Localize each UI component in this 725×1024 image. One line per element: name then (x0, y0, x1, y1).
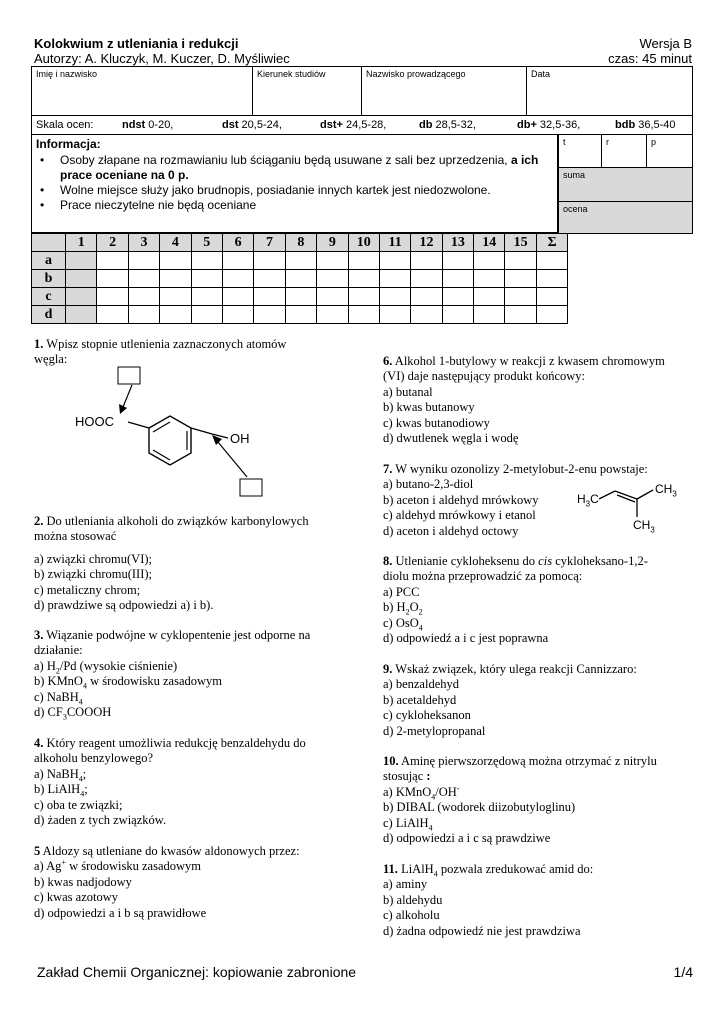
answer-cell[interactable] (222, 306, 253, 324)
answer-option[interactable]: c) OsO$_4$ (383, 615, 423, 633)
grid-col-header: 15 (505, 234, 536, 252)
field-label: Kierunek studiów (257, 69, 326, 79)
answer-cell[interactable] (536, 306, 567, 324)
scale-range: 32,5-36, (536, 119, 581, 131)
answer-cell[interactable] (474, 306, 505, 324)
grid-row-header: b (32, 270, 66, 288)
scale-range: 0-20, (145, 119, 174, 131)
answer-cell[interactable] (128, 252, 159, 270)
answer-option[interactable]: d) dwutlenek węgla i wodę (383, 431, 519, 446)
name-label: Imię i nazwisko (36, 69, 98, 79)
answer-cell[interactable] (411, 252, 442, 270)
answer-cell[interactable] (505, 270, 536, 288)
info-item: • Wolne miejsce służy jako brudnopis, posiadanie innych kartek jest niedozwolone. (36, 183, 553, 198)
answer-box-bottom (240, 479, 262, 496)
answer-cell[interactable] (285, 270, 316, 288)
question-6: 6. Alkohol 1-butylowy w reakcji z kwasem chromowym (VI) daje następujący produkt końcowy: a) butanal b) kwas butanowy c) kwas butanodiowy d) dwutlenek węgla i wodę (383, 354, 665, 446)
answer-option[interactable]: a) aminy (383, 877, 428, 892)
answer-cell[interactable] (379, 270, 410, 288)
score-box (558, 135, 693, 234)
answer-cell[interactable] (128, 288, 159, 306)
scale-grade: dst (222, 119, 239, 131)
grid-row-header: c (32, 288, 66, 306)
answer-cell[interactable] (160, 306, 191, 324)
answer-cell[interactable] (160, 270, 191, 288)
answer-option[interactable]: d) aceton i aldehyd octowy (383, 523, 519, 538)
answer-cell[interactable] (285, 288, 316, 306)
answer-cell[interactable] (442, 252, 473, 270)
answer-cell[interactable] (536, 252, 567, 270)
benzoic-acid-structure (60, 365, 280, 505)
question-11: 11. LiAlH$_4$ pozwala zredukować amid do: a) aminy b) aldehydu c) alkoholu d) żadna odpowiedź nie jest prawdziwa (383, 862, 594, 938)
answer-option[interactable]: b) KMnO$_4$ w środowisku zasadowym (34, 674, 223, 691)
answer-cell[interactable] (160, 288, 191, 306)
t-cell[interactable] (559, 135, 602, 167)
grid-col-header: 12 (411, 234, 442, 252)
answer-cell[interactable] (222, 252, 253, 270)
answer-option[interactable]: c) alkoholu (383, 908, 440, 923)
answer-option[interactable]: d) żaden z tych związków. (34, 813, 167, 828)
grid-col-header: 6 (222, 234, 253, 252)
grid-col-header: 8 (285, 234, 316, 252)
answer-cell[interactable] (411, 288, 442, 306)
answer-option[interactable]: c) cykloheksanon (383, 708, 471, 723)
h3c-label: $H_3C$ (577, 492, 599, 509)
answer-option[interactable]: b) kwas nadjodowy (34, 874, 132, 889)
answer-cell[interactable] (442, 270, 473, 288)
grid-col-header: 1 (66, 234, 97, 252)
answer-option[interactable]: a) Ag+ w środowisku zasadowym (34, 858, 202, 874)
answer-cell[interactable] (317, 252, 348, 270)
answer-option[interactable]: a) $H_2/Pd$ (wysokie ciśnienie) (34, 658, 178, 676)
answer-cell[interactable] (191, 288, 222, 306)
question-3: 3. Wiązanie podwójne w cyklopentenie jest odporne na działanie: a) $H_2/Pd$ (wysokie ciśnienie) b) KMnO$_4$ w środowisku zasadowym c) NaBH$_4$ d) $CF_3COOOH$ (34, 628, 311, 722)
answer-option[interactable]: b) kwas butanowy (383, 400, 475, 415)
exam-version: Wersja B (639, 36, 692, 51)
answer-cell[interactable] (128, 306, 159, 324)
grid-col-header: 10 (348, 234, 379, 252)
date-cell[interactable] (527, 67, 693, 116)
answer-cell[interactable] (128, 270, 159, 288)
scale-grade: bdb (615, 119, 636, 131)
grid-col-header: 5 (191, 234, 222, 252)
grid-col-header: 4 (160, 234, 191, 252)
answer-option[interactable]: c) metaliczny chrom; (34, 582, 141, 597)
info-item: • Osoby złapane na rozmawianiu lub ściąganiu będą usuwane z sali bez uprzedzenia, a ich prace oceniane na 0 p. (36, 153, 553, 183)
scale-range: 20,5-24, (238, 119, 282, 131)
answer-option[interactable]: d) $CF_3COOOH$ (34, 705, 112, 722)
answer-cell[interactable] (411, 306, 442, 324)
question-2: 2. Do utleniania alkoholi do związków karbonylowych można stosować a) związki chromu(VI); b) związki chromu(III); c) metaliczny chrom; d) prawdziwe są odpowiedzi a) i b). (34, 514, 309, 613)
answer-cell[interactable] (317, 306, 348, 324)
answer-cell[interactable] (254, 288, 285, 306)
grid-col-header: Σ (536, 234, 567, 252)
answer-option[interactable]: a) benzaldehyd (383, 677, 460, 692)
footer-text: Zakład Chemii Organicznej: kopiowanie zabronione (37, 964, 357, 980)
information-box (31, 135, 558, 233)
grid-corner (32, 234, 66, 252)
grid-col-header: 2 (97, 234, 128, 252)
answer-option[interactable]: c) oba te związki; (34, 797, 123, 812)
answer-option[interactable]: a) butanal (383, 384, 433, 399)
p-label: p (651, 137, 657, 147)
answer-option[interactable]: a) KMnO$_4$/OH- (383, 783, 460, 802)
scale-grade: dst+ (320, 119, 343, 131)
oh-label: OH (230, 431, 250, 446)
info-item: • Prace nieczytelne nie będą oceniane (36, 198, 553, 213)
answer-option[interactable]: d) żadna odpowiedź nie jest prawdziwa (383, 923, 581, 938)
answer-cell[interactable] (505, 306, 536, 324)
r-cell[interactable] (602, 135, 647, 167)
answer-cell[interactable] (222, 270, 253, 288)
date-label: Data (531, 69, 551, 79)
answer-option[interactable]: c) NaBH$_4$ (34, 689, 83, 707)
answer-option[interactable]: b) aldehydu (383, 892, 443, 907)
grid-col-header: 11 (379, 234, 410, 252)
answer-cell[interactable] (348, 288, 379, 306)
t-label: t (563, 137, 566, 147)
exam-title: Kolokwium z utleniania i redukcji (34, 36, 239, 51)
answer-cell[interactable] (348, 306, 379, 324)
answer-cell[interactable] (191, 252, 222, 270)
answer-cell[interactable] (442, 288, 473, 306)
exam-time: czas: 45 minut (608, 51, 692, 66)
scale-range: 28,5-32, (432, 119, 476, 131)
grid-col-header: 3 (128, 234, 159, 252)
grid-col-header: 14 (474, 234, 505, 252)
grid-col-header: 13 (442, 234, 473, 252)
page-number: 1/4 (673, 964, 693, 980)
answer-cell[interactable] (379, 306, 410, 324)
answer-cell[interactable] (97, 252, 128, 270)
answer-cell[interactable] (317, 270, 348, 288)
scale-grade: ndst (122, 119, 146, 131)
answer-cell[interactable] (379, 252, 410, 270)
answer-option[interactable]: c) aldehyd mrówkowy i etanol (383, 508, 536, 523)
grade-cell[interactable] (559, 201, 693, 233)
answer-cell[interactable] (411, 270, 442, 288)
grading-scale (32, 116, 693, 135)
answer-cell[interactable] (536, 270, 567, 288)
answer-option[interactable]: a) NaBH$_4$; (34, 766, 87, 784)
answer-cell[interactable] (285, 306, 316, 324)
answer-grid (31, 233, 568, 324)
answer-cell[interactable] (317, 288, 348, 306)
question-4: 4. Który reagent umożliwia redukcję benzaldehydu do alkoholu benzylowego? a) NaBH$_4$; b) LiAlH$_4$; c) oba te związki; d) żaden z tych związków. (34, 736, 306, 828)
answer-option[interactable]: b) $H_2O_2$ (383, 600, 423, 617)
question-9: 9. Wskaż związek, który ulega reakcji Cannizzaro: a) benzaldehyd b) acetaldehyd c) cykloheksanon d) 2-metylopropanal (383, 662, 637, 738)
grid-col-header: 9 (317, 234, 348, 252)
answer-option[interactable]: b) DIBAL (wodorek diizobutyloglinu) (383, 800, 576, 815)
answer-option[interactable]: b) LiAlH$_4$; (34, 782, 88, 799)
answer-cell[interactable] (97, 306, 128, 324)
scale-range: 36,5-40 (635, 119, 676, 131)
grid-col-header: 7 (254, 234, 285, 252)
answer-cell[interactable] (191, 306, 222, 324)
answer-option[interactable]: d) prawdziwe są odpowiedzi a) i b). (34, 598, 214, 613)
answer-cell[interactable] (97, 270, 128, 288)
answer-option[interactable]: a) PCC (383, 584, 420, 599)
answer-cell[interactable] (536, 288, 567, 306)
teacher-cell[interactable] (362, 67, 527, 116)
r-label: r (606, 137, 609, 147)
teacher-label: Nazwisko prowadzącego (366, 69, 466, 79)
scale-range: 24,5-28, (342, 119, 387, 131)
answer-option[interactable]: c) kwas butanodiowy (383, 415, 490, 430)
answer-option[interactable]: b) związki chromu(III); (34, 567, 152, 582)
answer-option[interactable]: b) acetaldehyd (383, 692, 457, 707)
methylbutene-structure (577, 480, 687, 538)
grid-row-header: a (32, 252, 66, 270)
answer-cell[interactable] (222, 288, 253, 306)
answer-option[interactable]: c) LiAlH$_4$ (383, 815, 433, 833)
question-10: 10. Aminę pierwszorzędową można otrzymać z nitrylu stosując : a) KMnO$_4$/OH- b) DIBAL (wodorek diizobutyloglinu) c) LiAlH$_4$ d) odpowiedzi a i c są prawdziwe (383, 754, 657, 846)
exam-authors: Autorzy: A. Kluczyk, M. Kuczer, D. Myśliwiec (34, 51, 290, 66)
answer-cell[interactable] (254, 252, 285, 270)
scale-grade: db (419, 119, 433, 131)
name-cell[interactable] (32, 67, 253, 116)
answer-cell[interactable] (379, 288, 410, 306)
grade-label: ocena (563, 203, 588, 214)
ch3-label-top: $CH_3$ (655, 482, 677, 499)
question-8: 8. Utlenianie cykloheksenu do cis cykloheksano-1,2- diolu można przeprowadzić za pomocą: a) PCC b) $H_2O_2$ c) OsO$_4$ d) odpowiedź a i c jest poprawna (383, 554, 648, 646)
answer-option[interactable]: c) kwas azotowy (34, 890, 118, 905)
answer-option[interactable]: a) butano-2,3-diol (383, 477, 474, 492)
hooc-label: HOOC (75, 414, 114, 429)
sum-label: suma (563, 169, 586, 180)
question-1: 1. Wpisz stopnie utlenienia zaznaczonych atomów węgla: (34, 337, 287, 367)
answer-box-top (118, 367, 140, 384)
p-cell[interactable] (647, 135, 693, 167)
field-cell[interactable] (253, 67, 362, 116)
answer-cell[interactable] (442, 306, 473, 324)
ch3-label-bottom: $CH_3$ (633, 518, 655, 535)
answer-option[interactable]: b) aceton i aldehyd mrówkowy (383, 492, 539, 507)
answer-option[interactable]: d) 2-metylopropanal (383, 723, 486, 738)
answer-option[interactable]: a) związki chromu(VI); (34, 551, 152, 566)
question-7: 7. W wyniku ozonolizy 2-metylobut-2-enu powstaje: a) butano-2,3-diol b) aceton i aldehyd mrówkowy c) aldehyd mrówkowy i etanol d) aceton i aldehyd octowy (383, 462, 648, 538)
scale-grade: db+ (517, 119, 537, 131)
answer-cell[interactable] (160, 252, 191, 270)
student-info-form (31, 66, 693, 135)
grid-row-header: d (32, 306, 66, 324)
answer-cell[interactable] (505, 252, 536, 270)
answer-cell[interactable] (348, 270, 379, 288)
answer-cell[interactable] (348, 252, 379, 270)
answer-cell[interactable] (254, 306, 285, 324)
answer-cell[interactable] (474, 252, 505, 270)
answer-cell[interactable] (254, 270, 285, 288)
answer-cell[interactable] (191, 270, 222, 288)
answer-cell[interactable] (474, 288, 505, 306)
answer-option[interactable]: d) odpowiedź a i c jest poprawna (383, 631, 549, 646)
info-title: Informacja: (36, 137, 101, 151)
question-5: 5 Aldozy są utleniane do kwasów aldonowych przez: a) Ag+ w środowisku zasadowym b) kwas nadjodowy c) kwas azotowy d) odpowiedzi a i b są prawidłowe (34, 844, 300, 920)
scale-label: Skala ocen: (36, 119, 94, 131)
answer-cell[interactable] (285, 252, 316, 270)
answer-cell[interactable] (474, 270, 505, 288)
answer-option[interactable]: d) odpowiedzi a i c są prawdziwe (383, 831, 551, 846)
answer-option[interactable]: d) odpowiedzi a i b są prawidłowe (34, 905, 207, 920)
answer-cell[interactable] (505, 288, 536, 306)
answer-cell[interactable] (97, 288, 128, 306)
sum-cell[interactable] (559, 167, 693, 201)
